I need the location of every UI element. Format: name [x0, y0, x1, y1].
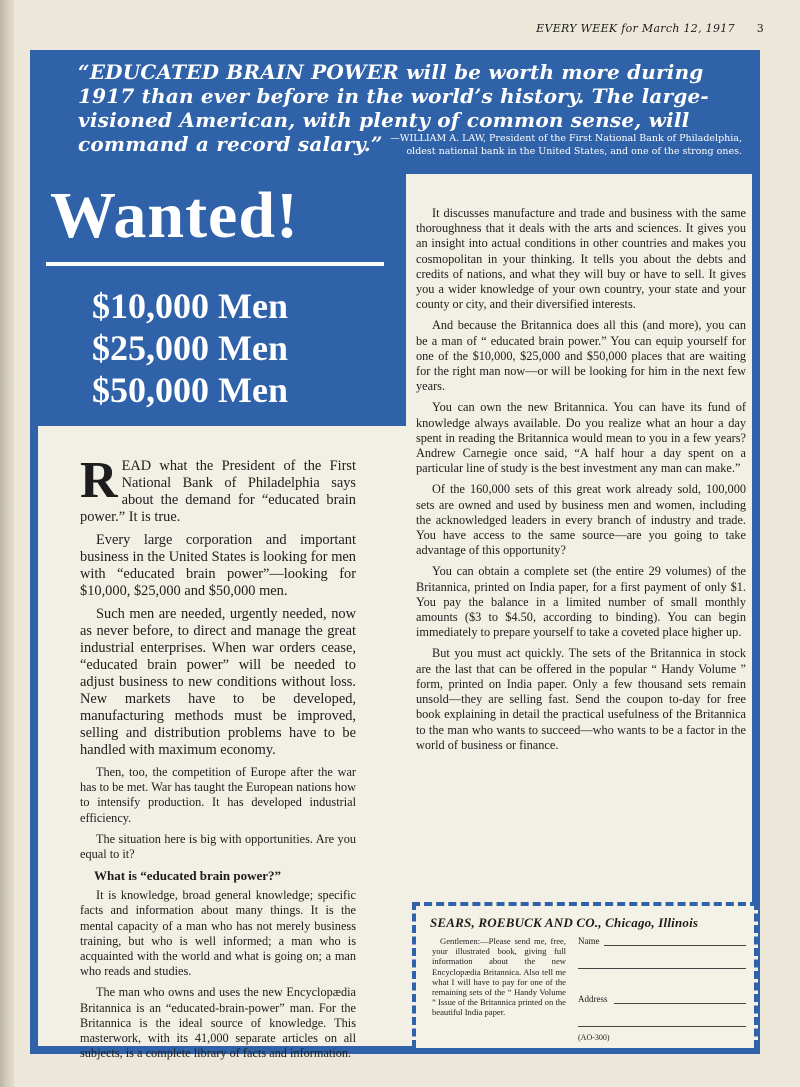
body-paragraph: It discusses manufacture and trade and business with the same thoroughness that it deals with the arts and sciences. It gives you an insight into actual conditions in other countries and makes you cosmopolitan in your thinking. It tells you about the debts and credits of nations, and what they will buy or have to sell. It gives you a wider knowledge of your own country, your state and your county or city, and their diversified interests. — [416, 206, 746, 312]
wanted-headline: Wanted! — [50, 179, 300, 252]
body-paragraph: And because the Britannica does all this (and more), you can be a man of “ educated brain power.” You can equip yourself for one of the $10,000, $25,000 and $50,000 places that are waiting for the right man now—or will be looking for him in the next few years. — [416, 318, 746, 394]
body-paragraph: It is knowledge, broad general knowledge; specific facts and information about many things. It is the mental capacity of a man who has not merely business training, but who is well informed; a man who is acquainted with the world and what is going on; a man who reads and studies. — [80, 888, 356, 979]
coupon-text: Gentlemen:—Please send me, free, your illustrated book, giving full information about the new Encyclopædia Britannica. Also tell me what I will have to pay for one of the remaining sets of the “ Handy Volume ” Issue of the Britannica printed on the beautiful India paper. — [432, 936, 566, 1018]
name-field-line2[interactable] — [578, 968, 746, 969]
salary-line-25000: $25,000 Men — [92, 328, 288, 368]
coupon-title: SEARS, ROEBUCK AND CO., Chicago, Illinois — [430, 915, 699, 930]
intro-text: EAD what the President of the First National Bank of Philadelphia says about the demand for “educated brain power.” It is true. — [80, 458, 356, 525]
salary-line-10000: $10,000 Men — [92, 286, 288, 326]
section-subhead: What is “educated brain power?” — [94, 868, 282, 884]
left-article-column — [80, 452, 356, 1067]
running-header — [536, 22, 764, 35]
body-paragraph: Every large corporation and important business in the United States is looking for men with “educated brain power”—looking for $10,000, $25,000 and $50,000 men. — [80, 532, 356, 599]
body-paragraph: The situation here is big with opportunities. Are you equal to it? — [80, 831, 356, 862]
salary-line-50000: $50,000 Men — [92, 370, 288, 410]
coupon-body — [432, 936, 566, 1018]
drop-cap: R — [80, 452, 118, 509]
address-field-line2[interactable] — [578, 1026, 746, 1027]
right-article-column — [416, 206, 746, 759]
publication-date: EVERY WEEK for March 12, 1917 — [536, 22, 735, 35]
body-paragraph: The man who owns and uses the new Encyclopædia Britannica is an “educated-brain-power” man. For the Britannica is the ideal source of knowledge. This masterwork, with its 41,000 separate articles on all subjects, is a complete library of facts and information. — [80, 985, 356, 1061]
address-field[interactable] — [614, 1003, 746, 1004]
binding-spine — [0, 0, 14, 1087]
intro-paragraph — [80, 452, 356, 526]
body-paragraph: Then, too, the competition of Europe after the war has to be met. War has taught the European nations how to intensify production. It has developed industrial efficiency. — [80, 765, 356, 825]
address-label: Address — [578, 994, 608, 1004]
coupon-code: (AO-300) — [578, 1033, 610, 1042]
quote-attribution — [222, 132, 742, 158]
body-paragraph: You can own the new Britannica. You can have its fund of knowledge always available. Do you realize what an hour a day spent in reading the Britannica would mean to you in a few years? Andrew Carnegie once said, “A half hour a day spent on a particular line of study is the best investment any man can make.” — [416, 400, 746, 476]
body-paragraph: But you must act quickly. The sets of the Britannica in stock are the last that can be offered in the popular “ Handy Volume ” form, printed on India paper. Only a few thousand sets remain unsold—they are selling fast. Send the coupon to-day for free book explaining in detail the practical usefulness of the Britannica to the man who wants to succeed—who wants to be a factor in the world of business or finance. — [416, 646, 746, 752]
body-paragraph: You can obtain a complete set (the entire 29 volumes) of the Britannica, printed on India paper, for a first payment of only $1. You pay the balance in a limited number of small monthly amounts ($3 to $4.50, according to binding). You can begin immediately to prepare yourself to take a coveted place higher up. — [416, 564, 746, 640]
attribution-line: oldest national bank in the United States, and one of the strong ones. — [406, 146, 742, 157]
name-label: Name — [578, 936, 600, 946]
left-border — [30, 426, 38, 1054]
name-field[interactable] — [604, 945, 746, 946]
pull-quote: “EDUCATED BRAIN POWER will be worth more during 1917 than ever before in the world’s history. The large-visioned American, with plenty of common sense, will command a record salary.” — [78, 60, 709, 156]
headline-rule — [46, 262, 384, 266]
page-number: 3 — [756, 22, 764, 35]
body-paragraph: Such men are needed, urgently needed, now as never before, to direct and manage the great industrial enterprises. When war orders cease, “educated brain power” will be needed to adjust business to new conditions without loss. New markets have to be developed, manufacturing methods must be improved, selling and distribution problems have to be handled with maximum economy. — [80, 606, 356, 758]
body-paragraph: Of the 160,000 sets of this great work already sold, 100,000 sets are owned and used by business men and women, including the acknowledged leaders in every branch of industry and trade. You have access to the same source—are you going to take advantage of this opportunity? — [416, 482, 746, 558]
attribution-line: —WILLIAM A. LAW, President of the First National Bank of Philadelphia, — [390, 133, 742, 144]
